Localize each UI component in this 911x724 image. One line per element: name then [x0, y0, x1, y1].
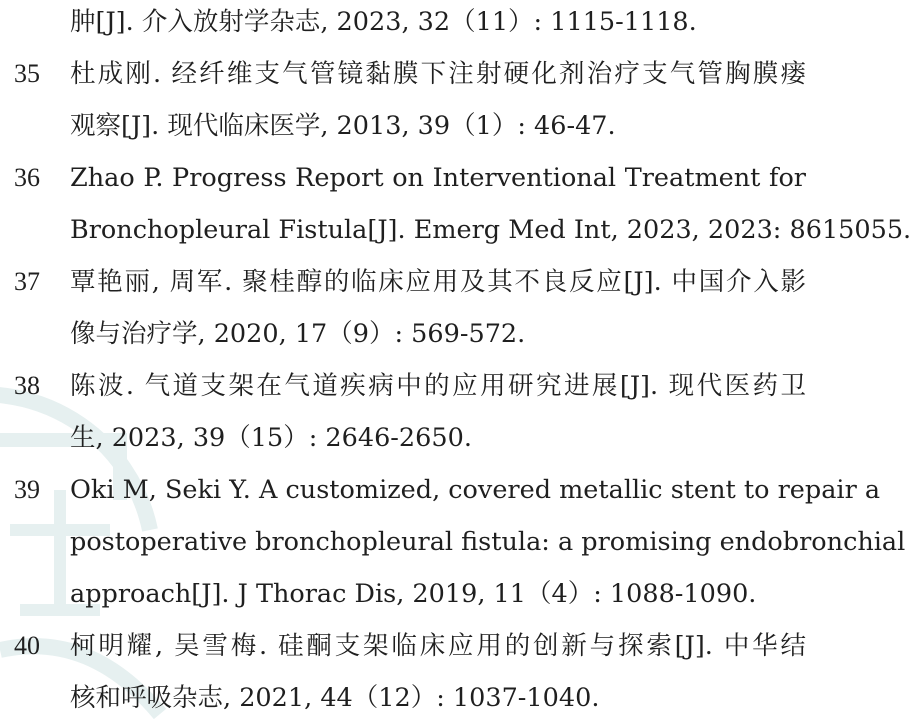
- reference-line: 覃艳丽, 周军. 聚桂醇的临床应用及其不良反应[J]. 中国介入影: [70, 267, 806, 297]
- reference-number: 35: [14, 59, 40, 88]
- reference-line: approach[J]. J Thorac Dis, 2019, 11（4）: 1088-1090.: [70, 579, 757, 609]
- reference-line: Bronchopleural Fistula[J]. Emerg Med Int, 2023, 2023: 8615055.: [70, 215, 911, 245]
- reference-line: 像与治疗学, 2020, 17（9）: 569-572.: [70, 319, 526, 349]
- reference-line: Zhao P. Progress Report on Interventional Treatment for: [70, 163, 806, 193]
- reference-line: 核和呼吸杂志, 2021, 44（12）: 1037-1040.: [70, 683, 600, 713]
- reference-line: 生, 2023, 39（15）: 2646-2650.: [70, 423, 472, 453]
- reference-line: 肿[J]. 介入放射学杂志, 2023, 32（11）: 1115-1118.: [70, 7, 697, 37]
- reference-line: 杜成刚. 经纤维支气管镜黏膜下注射硬化剂治疗支气管胸膜瘘: [70, 59, 806, 89]
- reference-line: 陈波. 气道支架在气道疾病中的应用研究进展[J]. 现代医药卫: [70, 371, 806, 401]
- reference-number: 39: [14, 475, 40, 504]
- reference-number: 36: [14, 163, 40, 192]
- reference-line: 观察[J]. 现代临床医学, 2013, 39（1）: 46-47.: [70, 111, 616, 141]
- reference-number: 38: [14, 371, 40, 400]
- reference-line: 柯明耀, 吴雪梅. 硅酮支架临床应用的创新与探索[J]. 中华结: [70, 631, 806, 661]
- reference-line: postoperative bronchopleural fistula: a promising endobronchial: [70, 527, 906, 557]
- reference-line: Oki M, Seki Y. A customized, covered metallic stent to repair a: [70, 475, 881, 505]
- reference-number: 40: [14, 631, 40, 660]
- reference-number: 37: [14, 267, 40, 296]
